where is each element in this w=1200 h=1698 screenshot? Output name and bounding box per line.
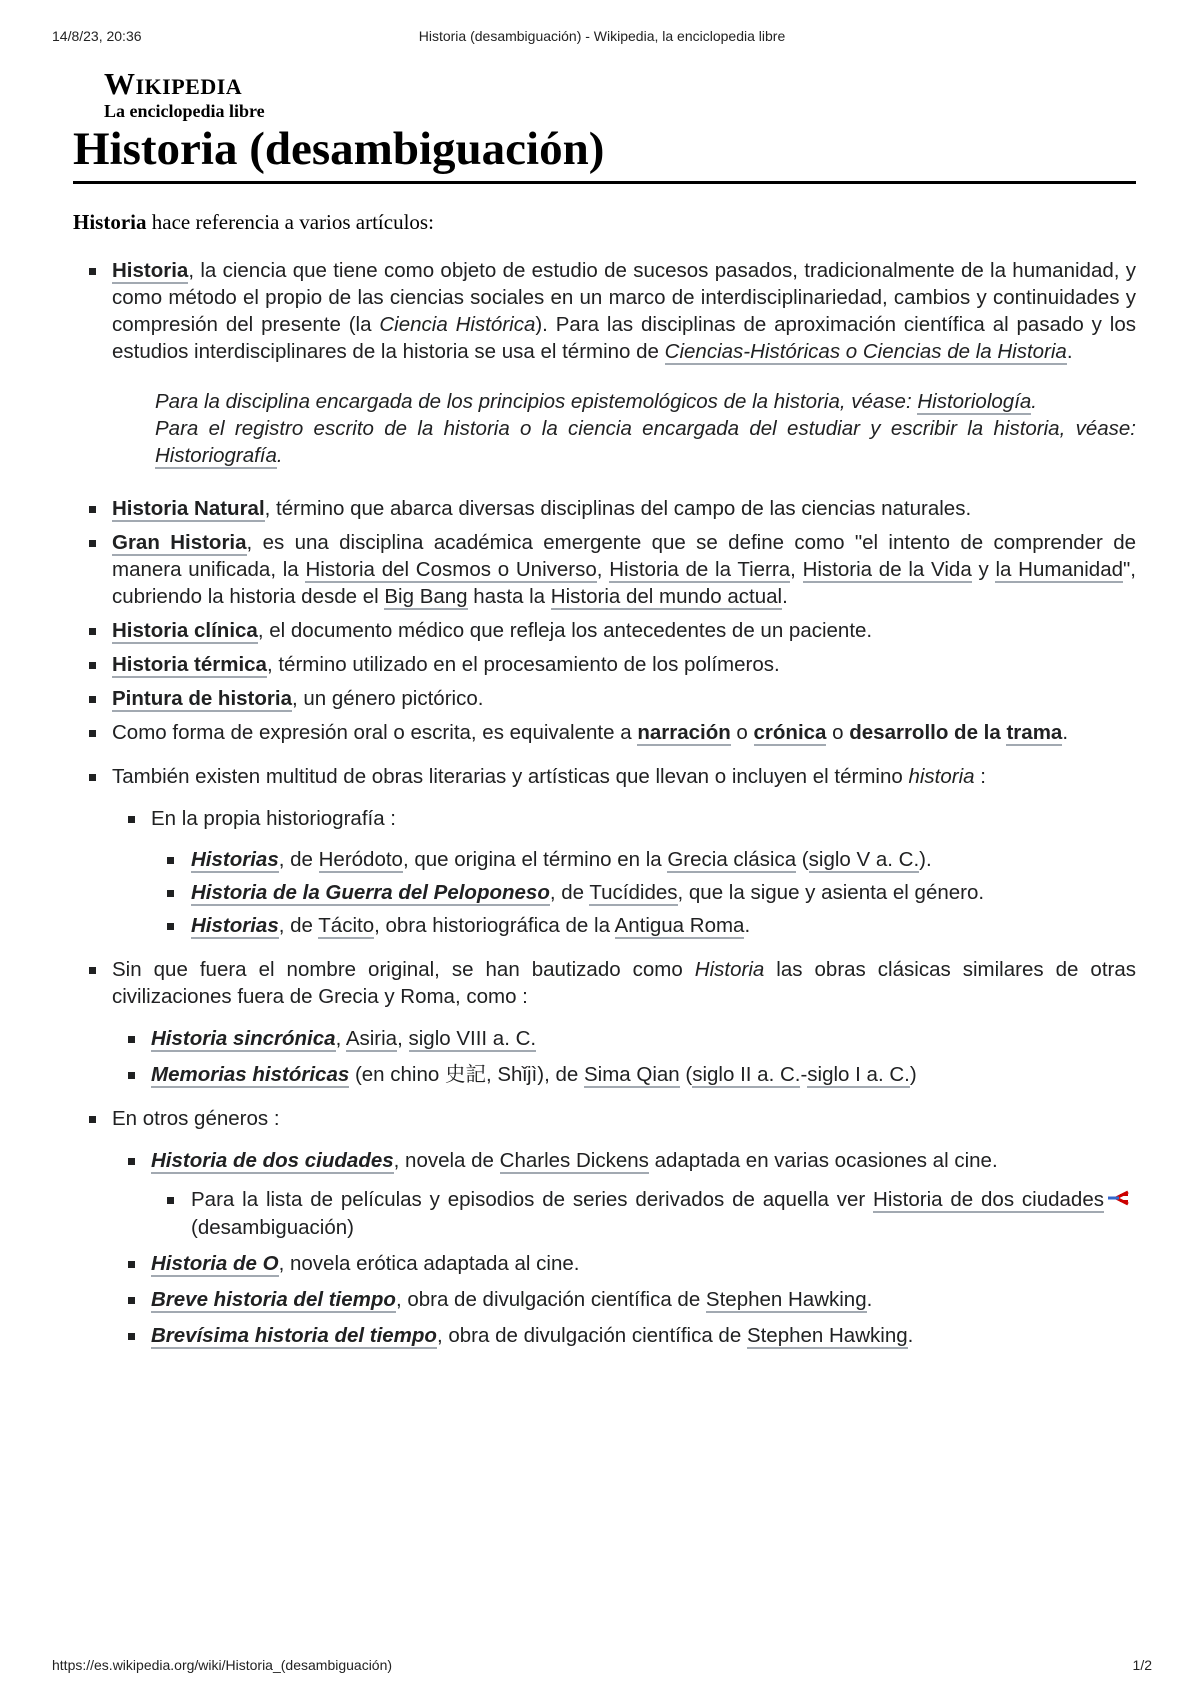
logo-wordmark: Wikipedia bbox=[104, 66, 243, 101]
emphasis: historia bbox=[908, 765, 975, 789]
text: Para la disciplina encargada de los principios epistemológicos de la historia, véase: bbox=[155, 390, 918, 414]
intro-paragraph bbox=[73, 210, 1136, 235]
print-footer bbox=[52, 1657, 1152, 1677]
text: , novela erótica adaptada al cine. bbox=[278, 1252, 580, 1276]
text: , novela de bbox=[393, 1149, 500, 1173]
link-siglo-ii[interactable]: siglo II a. C. bbox=[692, 1063, 801, 1087]
text: . bbox=[744, 914, 751, 938]
text: Como forma de expresión oral o escrita, es equivalente a bbox=[112, 721, 638, 745]
link-guerra-peloponeso[interactable]: Historia de la Guerra del Peloponeso bbox=[191, 881, 550, 905]
link-pintura-historia[interactable]: Pintura de historia bbox=[112, 687, 292, 711]
text: . bbox=[782, 585, 788, 609]
link-sima-qian[interactable]: Sima Qian bbox=[583, 1063, 680, 1087]
link-grecia-clasica[interactable]: Grecia clásica bbox=[667, 848, 797, 872]
text: Para el registro escrito de la historia o la ciencia encargada del estudiar y escribir la historia, véase: bbox=[155, 417, 1136, 441]
link-historia-sincronica[interactable]: Historia sincrónica bbox=[151, 1027, 336, 1051]
list-item-tacito bbox=[151, 912, 1136, 939]
link-trama[interactable]: trama bbox=[1006, 721, 1063, 745]
list-item-sincronica bbox=[112, 1025, 1136, 1052]
text: adaptada en varias ocasiones al cine. bbox=[648, 1149, 998, 1173]
text: , obra de divulgación científica de bbox=[395, 1288, 706, 1312]
text: En la propia historiografía : bbox=[151, 807, 396, 831]
text: , bbox=[790, 558, 803, 582]
link-historia-termica[interactable]: Historia térmica bbox=[112, 653, 267, 677]
link-brevisima-historia-tiempo[interactable]: Brevísima historia del tiempo bbox=[151, 1324, 437, 1348]
text: . bbox=[1066, 340, 1073, 364]
generos-sublist bbox=[112, 1147, 1136, 1349]
link-antigua-roma[interactable]: Antigua Roma bbox=[614, 914, 745, 938]
list-item-herodoto bbox=[151, 846, 1136, 873]
list-item-otras-civilizaciones bbox=[73, 956, 1136, 1088]
link-mundo-actual[interactable]: Historia del mundo actual bbox=[550, 585, 783, 609]
list-item-peliculas bbox=[151, 1186, 1136, 1241]
text: ) bbox=[909, 1063, 917, 1087]
text: , la ciencia que tiene como objeto de estudio de sucesos pasados, tradicionalmente de la humanidad, y como método el propio de las ciencias sociales en un marco de interdisciplinariedad, cambios y continuidades y compresión del presente (la bbox=[112, 259, 1136, 337]
obras-sublist bbox=[112, 805, 1136, 939]
page-number: 1/2 bbox=[1132, 1657, 1152, 1673]
link-ciencias-historicas[interactable]: Ciencias-Históricas o Ciencias de la Historia bbox=[664, 340, 1067, 364]
list-item-memorias bbox=[112, 1061, 1136, 1088]
text: ( bbox=[679, 1063, 693, 1087]
list-item-breve-historia bbox=[112, 1286, 1136, 1313]
logo-tagline: La enciclopedia libre bbox=[104, 101, 265, 121]
link-tacito[interactable]: Tácito bbox=[318, 914, 375, 938]
link-siglo-i[interactable]: siglo I a. C. bbox=[807, 1063, 910, 1087]
list-item-tucidides bbox=[151, 879, 1136, 906]
civilizaciones-sublist bbox=[112, 1025, 1136, 1088]
print-date: 14/8/23, 20:36 bbox=[52, 28, 142, 44]
list-item-historiografia bbox=[112, 805, 1136, 939]
text: , de bbox=[278, 848, 319, 872]
link-historia-natural[interactable]: Historia Natural bbox=[112, 497, 265, 521]
text: , el documento médico que refleja los antecedentes de un paciente. bbox=[257, 619, 873, 643]
text: ( bbox=[796, 848, 809, 872]
text: ", cubriendo la historia desde el bbox=[112, 558, 1136, 609]
list-item-historia-natural bbox=[73, 495, 1136, 522]
text: : bbox=[974, 765, 986, 789]
text: , de bbox=[549, 881, 590, 905]
link-siglo-viii[interactable]: siglo VIII a. C. bbox=[408, 1027, 537, 1051]
link-stephen-hawking[interactable]: Stephen Hawking bbox=[746, 1324, 908, 1348]
text: , un género pictórico. bbox=[291, 687, 484, 711]
list-item-historia bbox=[73, 257, 1136, 469]
link-historiologia[interactable]: Historiología bbox=[917, 390, 1032, 414]
article-content bbox=[73, 68, 1136, 1358]
text: , de bbox=[278, 914, 319, 938]
emphasis: Historia bbox=[694, 958, 765, 982]
link-historiografia[interactable]: Historiografía bbox=[155, 444, 277, 468]
link-charles-dickens[interactable]: Charles Dickens bbox=[499, 1149, 649, 1173]
print-header bbox=[52, 28, 1152, 48]
link-historia-cosmos[interactable]: Historia del Cosmos o Universo bbox=[305, 558, 597, 582]
text: ). Para las disciplinas de aproximación científica al pasado y los estudios interdisciplinares de la historia se usa el término de bbox=[112, 313, 1136, 364]
intro-bold: Historia bbox=[73, 210, 147, 235]
link-historia-vida[interactable]: Historia de la Vida bbox=[802, 558, 972, 582]
text: Sin que fuera el nombre original, se han bautizado como bbox=[112, 958, 695, 982]
text: , es una disciplina académica emergente que se define como "el intento de comprender de manera unificada, la bbox=[112, 531, 1136, 582]
link-memorias-historicas[interactable]: Memorias históricas bbox=[151, 1063, 350, 1087]
text: En otros géneros : bbox=[112, 1107, 280, 1131]
text: y bbox=[971, 558, 996, 582]
link-historias-tacito[interactable]: Historias bbox=[191, 914, 279, 938]
wikipedia-logo[interactable] bbox=[104, 68, 1136, 120]
text: (desambiguación) bbox=[191, 1216, 354, 1240]
text: También existen multitud de obras literarias y artísticas que llevan o incluyen el término bbox=[112, 765, 909, 789]
list-item-historia-de-o bbox=[112, 1250, 1136, 1277]
link-historias-herodoto[interactable]: Historias bbox=[191, 848, 279, 872]
list-item-otros-generos bbox=[73, 1105, 1136, 1349]
intro-text: hace referencia a varios artículos: bbox=[146, 210, 434, 235]
text: , bbox=[397, 1027, 409, 1051]
list-item-dos-ciudades bbox=[112, 1147, 1136, 1241]
link-humanidad[interactable]: la Humanidad bbox=[995, 558, 1124, 582]
list-item-historia-termica bbox=[73, 651, 1136, 678]
link-tucidides[interactable]: Tucídides bbox=[589, 881, 678, 905]
text: o bbox=[826, 721, 850, 745]
emphasis: Ciencia Histórica bbox=[379, 313, 536, 337]
link-stephen-hawking[interactable]: Stephen Hawking bbox=[705, 1288, 867, 1312]
link-historia[interactable]: Historia bbox=[112, 259, 189, 283]
text: . bbox=[1031, 390, 1037, 414]
link-historia-de-o[interactable]: Historia de O bbox=[151, 1252, 279, 1276]
list-item-historia-clinica bbox=[73, 617, 1136, 644]
hatnote-historiologia bbox=[155, 388, 1136, 415]
link-dos-ciudades-desambiguacion[interactable]: Historia de dos ciudades bbox=[873, 1188, 1104, 1212]
link-siglo-v[interactable]: siglo V a. C. bbox=[808, 848, 920, 872]
list-item-gran-historia bbox=[73, 529, 1136, 610]
print-title: Historia (desambiguación) - Wikipedia, la enciclopedia libre bbox=[418, 28, 786, 44]
text: hasta la bbox=[467, 585, 551, 609]
list-item-pintura-historia bbox=[73, 685, 1136, 712]
text: , obra historiográfica de la bbox=[374, 914, 615, 938]
text: , que origina el término en la bbox=[402, 848, 668, 872]
text: . bbox=[1062, 721, 1069, 745]
meanings-list bbox=[73, 257, 1136, 1349]
text: . bbox=[907, 1324, 914, 1348]
text: (en chino 史記, Shǐjì), de bbox=[349, 1063, 584, 1087]
text: , bbox=[596, 558, 610, 582]
list-item-expresion-oral bbox=[73, 719, 1136, 746]
text: ). bbox=[919, 848, 932, 872]
text: Para la lista de películas y episodios de series derivados de aquella ver bbox=[191, 1188, 874, 1212]
dos-ciudades-sublist bbox=[151, 1186, 1136, 1241]
hatnote-historiografia bbox=[155, 415, 1136, 469]
hatnote bbox=[155, 388, 1136, 469]
link-historia-dos-ciudades[interactable]: Historia de dos ciudades bbox=[151, 1149, 394, 1173]
wikidata-translate-icon[interactable] bbox=[1106, 1187, 1132, 1214]
text: , que la sigue y asienta el género. bbox=[677, 881, 985, 905]
page-title: Historia (desambiguación) bbox=[73, 122, 1136, 184]
list-item-brevisima-historia bbox=[112, 1322, 1136, 1349]
text: . bbox=[866, 1288, 873, 1312]
link-gran-historia[interactable]: Gran Historia bbox=[112, 531, 247, 555]
text: . bbox=[276, 444, 283, 468]
print-url: https://es.wikipedia.org/wiki/Historia_(desambiguación) bbox=[52, 1657, 393, 1673]
link-big-bang[interactable]: Big Bang bbox=[384, 585, 468, 609]
link-narracion[interactable]: narración bbox=[637, 721, 731, 745]
text: las obras clásicas similares de otras civilizaciones fuera de Grecia y Roma, como : bbox=[112, 958, 1136, 1009]
text: , término que abarca diversas disciplinas del campo de las ciencias naturales. bbox=[264, 497, 972, 521]
bold-desarrollo: desarrollo de la bbox=[849, 721, 1007, 745]
link-asiria[interactable]: Asiria bbox=[345, 1027, 398, 1051]
link-cronica[interactable]: crónica bbox=[753, 721, 827, 745]
text: , término utilizado en el procesamiento de los polímeros. bbox=[266, 653, 780, 677]
text: o bbox=[730, 721, 754, 745]
link-historia-tierra[interactable]: Historia de la Tierra bbox=[609, 558, 791, 582]
text: - bbox=[800, 1063, 808, 1087]
link-herodoto[interactable]: Heródoto bbox=[318, 848, 403, 872]
text: , obra de divulgación científica de bbox=[436, 1324, 747, 1348]
historiografia-sublist bbox=[151, 846, 1136, 939]
link-breve-historia-tiempo[interactable]: Breve historia del tiempo bbox=[151, 1288, 396, 1312]
link-historia-clinica[interactable]: Historia clínica bbox=[112, 619, 258, 643]
list-item-obras bbox=[73, 763, 1136, 939]
text: , bbox=[335, 1027, 346, 1051]
